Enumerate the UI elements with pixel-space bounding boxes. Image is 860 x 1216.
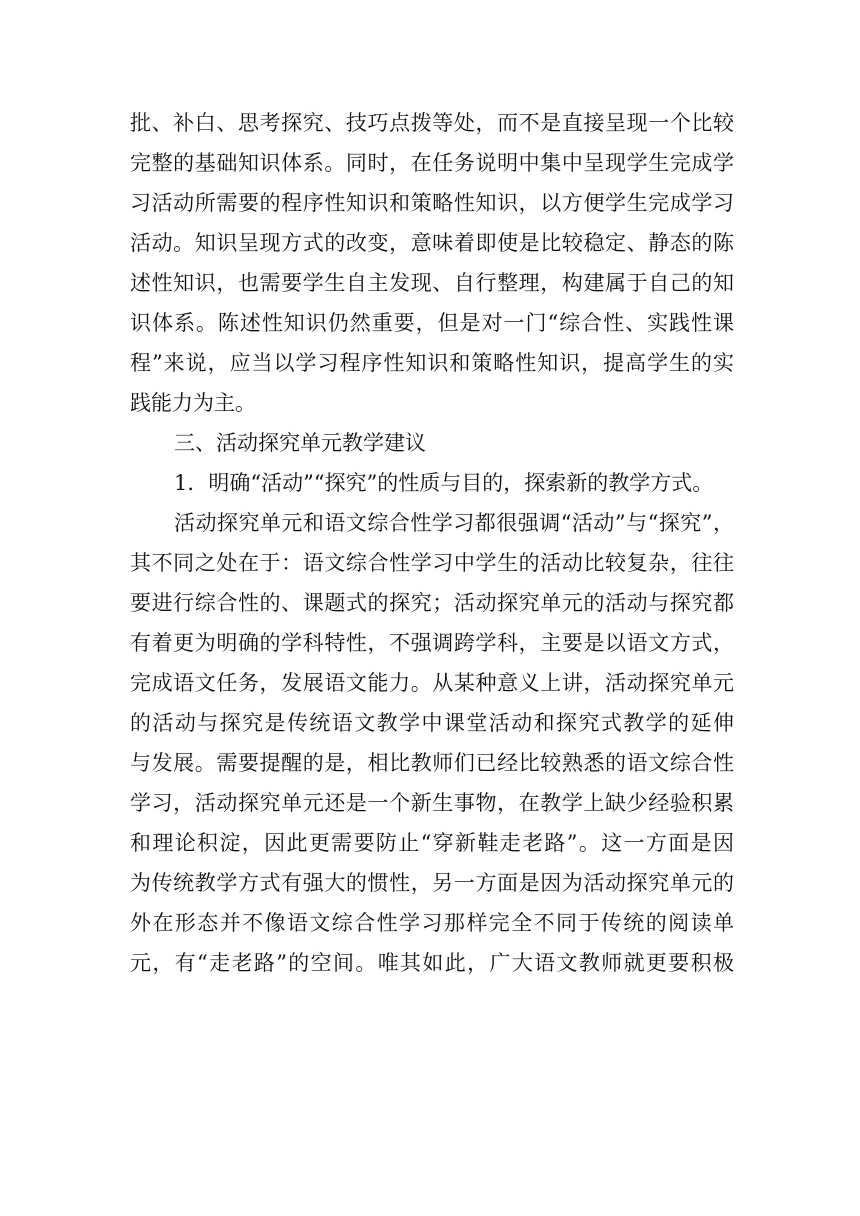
paragraph-line-first: 活动探究单元和语文综合性学习都很强调“活动”与“探究”，	[174, 511, 734, 535]
paragraph-line: 外在形态并不像语文综合性学习那样完全不同于传统的阅读单	[130, 911, 734, 935]
document-body	[130, 103, 734, 983]
paragraph-line: 习活动所需要的程序性知识和策略性知识，以方便学生完成学习	[130, 191, 734, 215]
paragraph-line: 识体系。陈述性知识仍然重要，但是对一门“综合性、实践性课	[130, 311, 734, 335]
subsection-heading: 1．明确“活动”“探究”的性质与目的，探索新的教学方式。	[174, 471, 714, 495]
paragraph-line: 元，有“走老路”的空间。唯其如此，广大语文教师就更要积极	[130, 951, 734, 975]
paragraph-line-last: 践能力为主。	[130, 391, 256, 415]
paragraph-line: 程”来说，应当以学习程序性知识和策略性知识，提高学生的实	[130, 351, 734, 375]
paragraph-line: 完整的基础知识体系。同时，在任务说明中集中呈现学生完成学	[130, 151, 734, 175]
paragraph-line: 其不同之处在于：语文综合性学习中学生的活动比较复杂，往往	[130, 551, 734, 575]
paragraph-line: 学习，活动探究单元还是一个新生事物，在教学上缺少经验积累	[130, 791, 734, 815]
paragraph-line: 活动。知识呈现方式的改变，意味着即使是比较稳定、静态的陈	[130, 231, 734, 255]
section-heading: 三、活动探究单元教学建议	[174, 431, 426, 455]
paragraph-line: 与发展。需要提醒的是，相比教师们已经比较熟悉的语文综合性	[130, 751, 734, 775]
paragraph-line: 述性知识，也需要学生自主发现、自行整理，构建属于自己的知	[130, 271, 734, 295]
paragraph-line: 要进行综合性的、课题式的探究；活动探究单元的活动与探究都	[130, 591, 734, 615]
paragraph-line: 和理论积淀，因此更需要防止“穿新鞋走老路”。这一方面是因	[130, 831, 734, 855]
paragraph-line: 有着更为明确的学科特性，不强调跨学科，主要是以语文方式，	[130, 631, 734, 655]
paragraph-line: 的活动与探究是传统语文教学中课堂活动和探究式教学的延伸	[130, 711, 734, 735]
paragraph-line: 为传统教学方式有强大的惯性，另一方面是因为活动探究单元的	[130, 871, 734, 895]
paragraph-line: 完成语文任务，发展语文能力。从某种意义上讲，活动探究单元	[130, 671, 734, 695]
paragraph-line: 批、补白、思考探究、技巧点拨等处，而不是直接呈现一个比较	[130, 111, 734, 135]
